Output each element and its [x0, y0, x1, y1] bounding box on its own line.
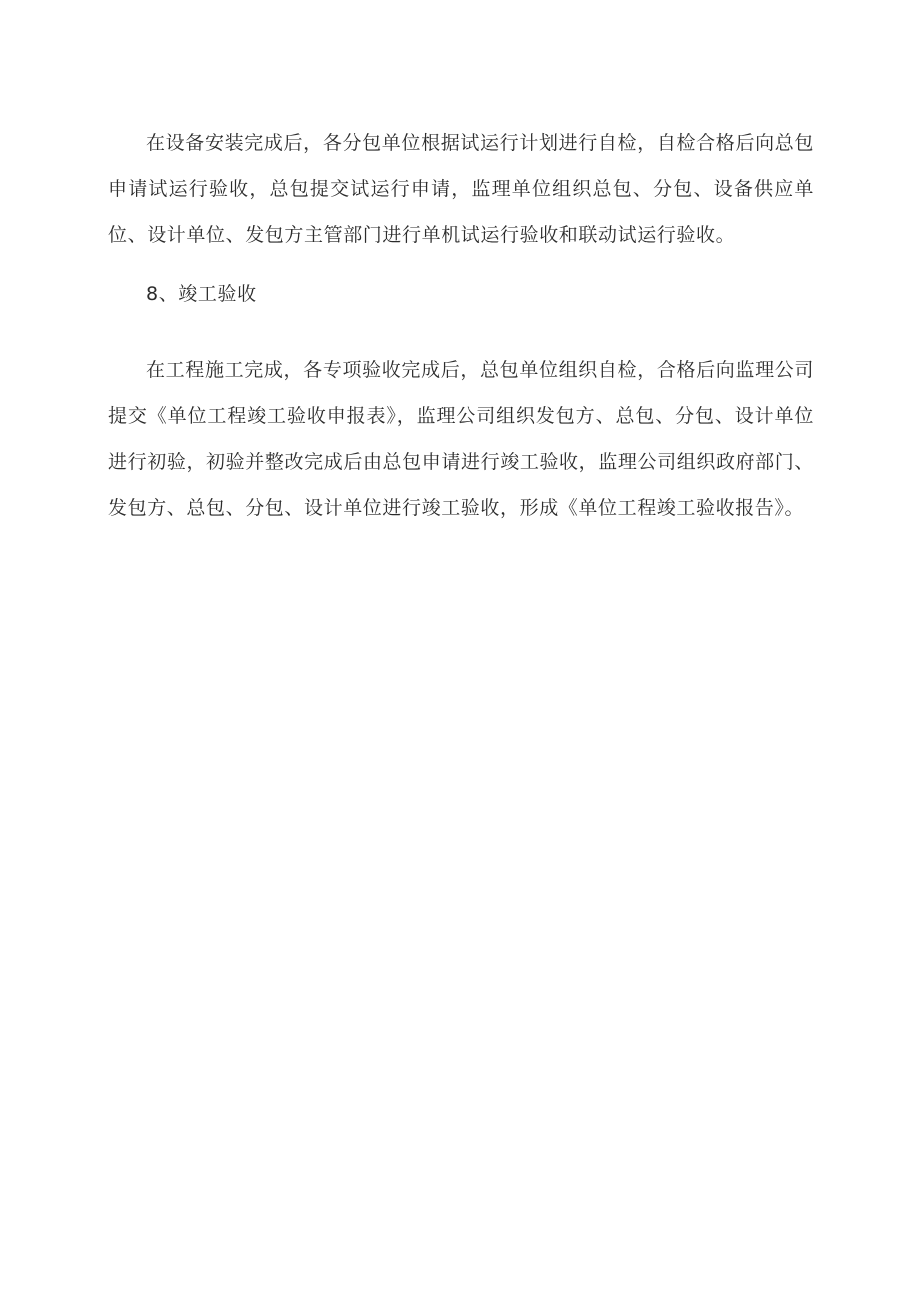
section-heading-completion-acceptance: 8、竣工验收	[146, 283, 257, 305]
document-body	[108, 120, 814, 531]
completion-acceptance-paragraph: 在工程施工完成，各专项验收完成后，总包单位组织自检，合格后向监理公司提交《单位工程竣工验收申报表》，监理公司组织发包方、总包、分包、设计单位进行初验，初验并整改完成后由总包申请进行竣工验收，监理公司组织政府部门、发包方、总包、分包、设计单位进行竣工验收，形成《单位工程竣工验收报告》。	[108, 359, 814, 519]
trial-run-acceptance-paragraph: 在设备安装完成后，各分包单位根据试运行计划进行自检，自检合格后向总包申请试运行验收，总包提交试运行申请，监理单位组织总包、分包、设备供应单位、设计单位、发包方主管部门进行单机试运行验收和联动试运行验收。	[108, 132, 814, 246]
